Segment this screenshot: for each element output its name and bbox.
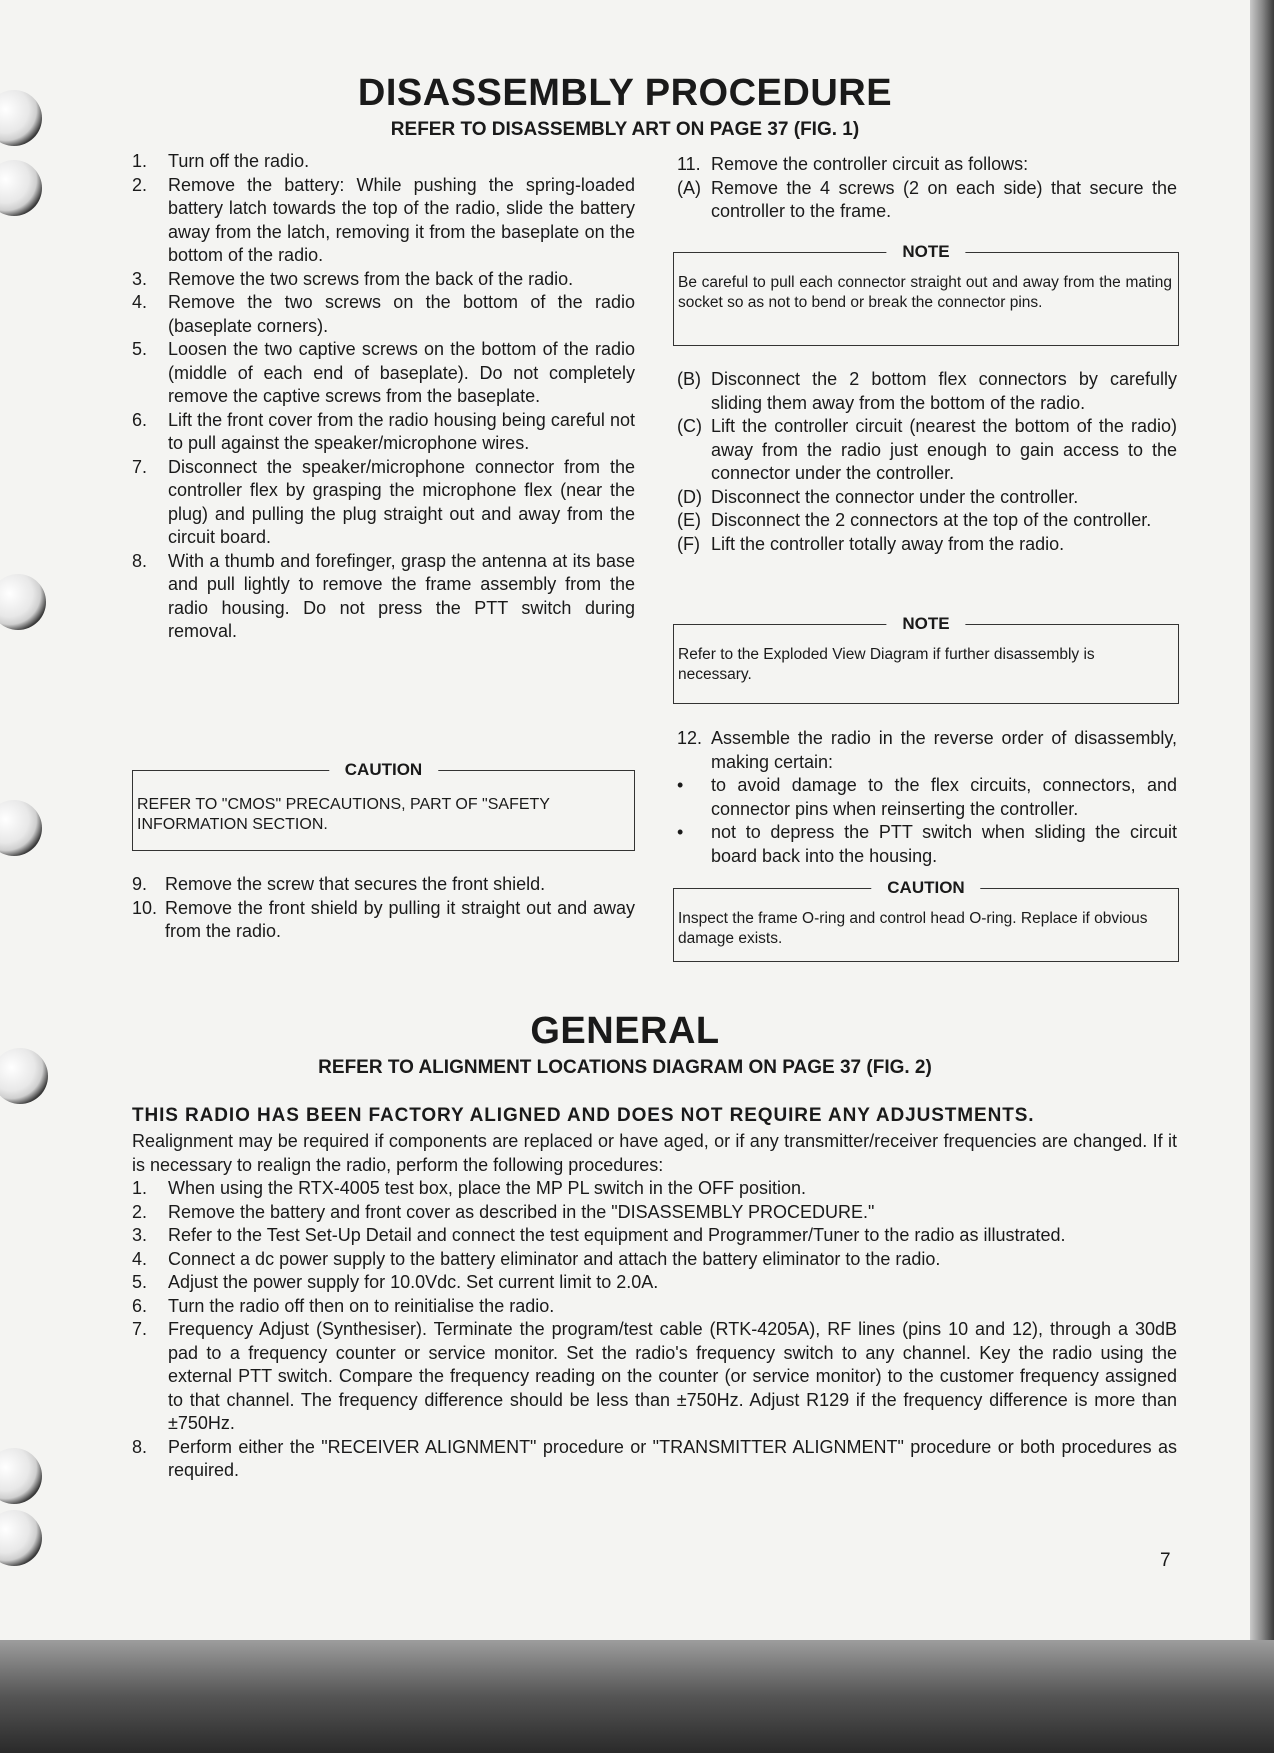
list-item: (E) Disconnect the 2 connectors at the top of the controller. [677,510,1152,530]
list-item: 4. Remove the two screws on the bottom of the radio (baseplate corners). [132,292,635,336]
disassembly-subtitle: REFER TO DISASSEMBLY ART ON PAGE 37 (FIG. 1) [390,119,860,140]
page-number: 7 [1160,1550,1171,1571]
list-item: 2. Remove the battery and front cover as described in the "DISASSEMBLY PROCEDURE." [132,1201,875,1222]
general-steps [132,1177,1177,1483]
list-item: 7. Frequency Adjust (Synthesiser). Terminate the program/test cable (RTK-4205A), RF lines (pins 10 and 12), through a 30dB pad to a frequency counter or service monitor. Set the radio's frequency switch to any channel. Key the radio using the external PTT switch. Compare the frequency reading on the counter (or service monitor) to the customer frequency assigned to that channel. The frequency difference should be less than ±750Hz. Adjust R129 if the frequency difference is more than ±750Hz. [132,1319,1177,1433]
list-item: • not to depress the PTT switch when sliding the circuit board back into the housing. [677,822,1177,866]
binder-hole [0,160,42,216]
caution-label: CAUTION [871,877,980,899]
general-lead: THIS RADIO HAS BEEN FACTORY ALIGNED AND DOES NOT REQUIRE ANY ADJUSTMENTS. [132,1105,1035,1126]
note-label: NOTE [886,613,965,635]
list-item: 5. Loosen the two captive screws on the bottom of the radio (middle of each end of baseplate). Do not completely remove the captive screws from the baseplate. [132,339,635,406]
list-item: 9. Remove the screw that secures the front shield. [132,874,546,894]
list-item: 6. Lift the front cover from the radio housing being careful not to pull against the speaker/microphone wires. [132,409,635,453]
note-text: Be careful to pull each connector straight out and away from the mating socket so as not to bend or break the connector pins. [678,274,1172,311]
disassembly-left-steps [132,150,635,644]
caution-text: REFER TO "CMOS" PRECAUTIONS, PART OF "SAFETY INFORMATION SECTION. [137,796,550,833]
general-subtitle: REFER TO ALIGNMENT LOCATIONS DIAGRAM ON PAGE 37 (FIG. 2) [318,1057,932,1078]
list-item: (C) Lift the controller circuit (nearest the bottom of the radio) away from the radio just enough to gain access to the connector under the controller. [677,416,1177,483]
list-item: 7. Disconnect the speaker/microphone connector from the controller flex by grasping the microphone flex (near the plug) and pulling the plug straight out and away from the circuit board. [132,456,635,547]
list-item: 5. Adjust the power supply for 10.0Vdc. Set current limit to 2.0A. [132,1272,659,1292]
list-item: 1. When using the RTX-4005 test box, place the MP PL switch in the OFF position. [132,1178,806,1198]
caution-label: CAUTION [329,759,438,781]
list-item: 8. With a thumb and forefinger, grasp the antenna at its base and pull lightly to remove the frame assembly from the radio housing. Do not press the PTT switch during removal. [132,550,635,641]
list-item: 6. Turn the radio off then on to reinitialise the radio. [132,1295,555,1316]
list-item: 12. Assemble the radio in the reverse order of disassembly, making certain: [677,728,1177,772]
binder-hole [0,1510,42,1566]
list-item: 3. Refer to the Test Set-Up Detail and connect the test equipment and Programmer/Tuner to the radio as illustrated. [132,1225,1066,1245]
list-item: 2. Remove the battery: While pushing the spring-loaded battery latch towards the top of the radio, slide the battery away from the latch, removing it from the baseplate on the bottom of the radio. [132,174,635,265]
general-title: GENERAL [530,1010,720,1052]
general-intro: Realignment may be required if components are replaced or have aged, or if any transmitter/receiver frequencies are changed. If it is necessary to realign the radio, perform the following procedures: [132,1131,1177,1175]
page-edge-shadow [1250,0,1274,1753]
list-item: 10. Remove the front shield by pulling it straight out and away from the radio. [132,897,635,941]
list-item: (D) Disconnect the connector under the controller. [677,486,1079,507]
note-text: Refer to the Exploded View Diagram if further disassembly is necessary. [678,646,1095,683]
list-item: (A) Remove the 4 screws (2 on each side) that secure the controller to the frame. [677,177,1177,221]
binder-hole [0,1448,42,1504]
binder-hole [0,574,46,630]
disassembly-title: DISASSEMBLY PROCEDURE [357,72,893,114]
disassembly-right-steps [677,368,1177,556]
caution-text: Inspect the frame O-ring and control head O-ring. Replace if obvious damage exists. [678,910,1148,947]
list-item: 3. Remove the two screws from the back of the radio. [132,268,574,289]
note-label: NOTE [886,241,965,263]
binder-hole [0,800,42,856]
list-item: 8. Perform either the "RECEIVER ALIGNMENT" procedure or "TRANSMITTER ALIGNMENT" procedure or both procedures as required. [132,1436,1177,1480]
disassembly-right-top [677,153,1177,224]
note-box [673,614,1179,704]
list-item: • to avoid damage to the flex circuits, connectors, and connector pins when reinserting the controller. [677,775,1177,819]
page-bottom-shadow [0,1640,1274,1753]
list-item: 4. Connect a dc power supply to the battery eliminator and attach the battery eliminator to the radio. [132,1248,941,1269]
list-item: 11. Remove the controller circuit as follows: [677,154,1029,174]
list-item: (F) Lift the controller totally away from the radio. [677,533,1065,554]
note-box [673,242,1179,346]
caution-box [673,878,1179,962]
caution-box [132,760,635,851]
list-item: 1. Turn off the radio. [132,151,310,171]
list-item: (B) Disconnect the 2 bottom flex connectors by carefully sliding them away from the bottom of the radio. [677,369,1177,413]
disassembly-left-steps-2 [132,873,635,944]
disassembly-step-12 [677,727,1177,868]
